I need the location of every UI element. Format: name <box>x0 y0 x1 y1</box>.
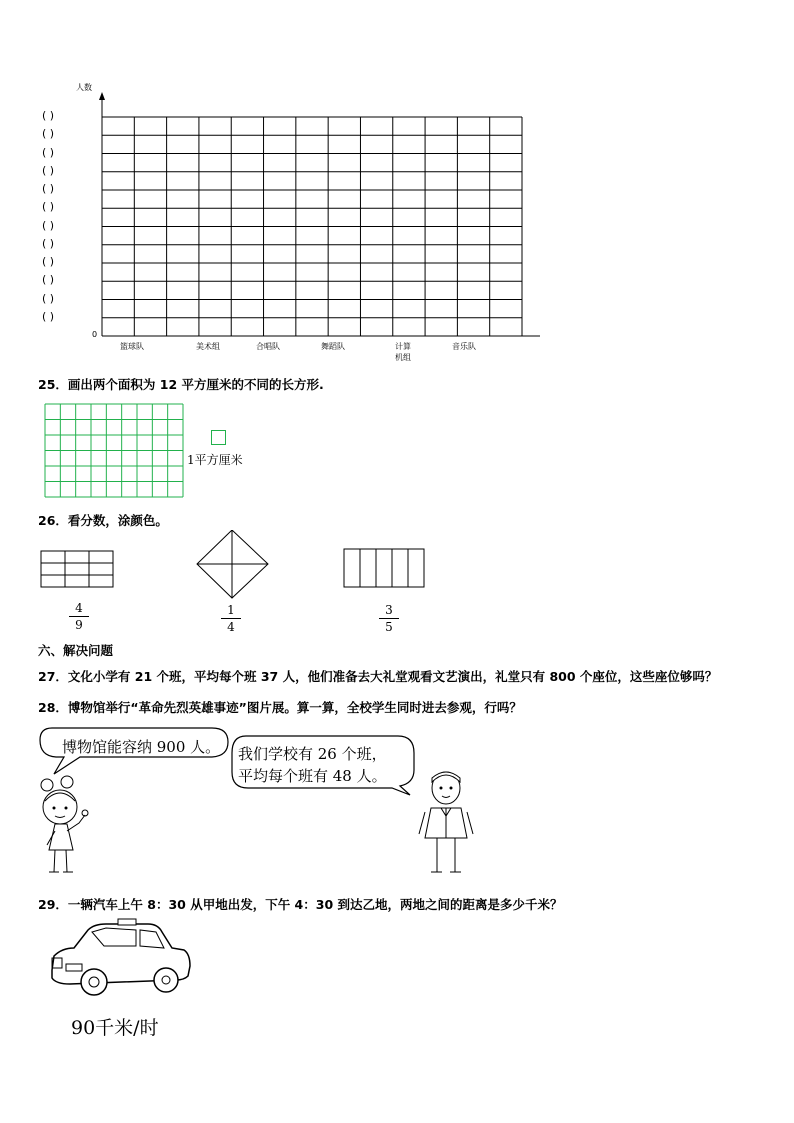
question-25: 25．画出两个面积为 12 平方厘米的不同的长方形. <box>38 377 324 392</box>
y-tick-placeholder: ( ) <box>42 218 55 232</box>
question-29: 29．一辆汽车上午 8：30 从甲地出发，下午 4：30 到达乙地，两地之间的距离是多少千米？ <box>38 897 563 912</box>
bar-chart-grid <box>0 0 794 380</box>
x-category-label: 计算机组 <box>395 342 411 362</box>
y-tick-placeholder: ( ) <box>42 163 55 177</box>
origin-label: 0 <box>92 330 98 339</box>
car-illustration <box>44 918 194 1006</box>
x-category-label: 美术组 <box>196 342 220 351</box>
y-axis-label: 人数 <box>76 83 92 92</box>
section-title: 六、解决问题 <box>38 643 114 658</box>
speed-label: 90千米/时 <box>71 1017 159 1039</box>
diamond-4-parts <box>197 530 268 598</box>
question-26: 26．看分数，涂颜色。 <box>38 513 168 528</box>
girl-illustration <box>35 775 110 880</box>
girl-bubble-text: 博物馆能容纳 900 人。 <box>62 738 221 756</box>
y-tick-placeholder: ( ) <box>42 236 55 250</box>
x-category-label: 音乐队 <box>452 342 476 351</box>
rectangle-5-parts <box>344 549 424 587</box>
fraction-4-9: $\frac{4}{9}$ <box>69 601 89 632</box>
fraction-shapes <box>0 530 500 600</box>
x-category-label: 合唱队 <box>256 342 280 351</box>
boy-bubble-line1: 我们学校有 26 个班， <box>238 745 387 763</box>
y-tick-placeholder: ( ) <box>42 182 55 195</box>
fraction-3-5: $\frac{3}{5}$ <box>379 603 399 634</box>
y-tick-placeholder: ( ) <box>42 145 55 159</box>
y-tick-placeholder: ( ) <box>42 109 55 122</box>
chart-grid-lines <box>102 117 522 336</box>
x-category-label: 舞蹈队 <box>321 342 345 351</box>
question-27: 27．文化小学有 21 个班，平均每个班 37 人，他们准备去大礼堂观看文艺演出，礼堂只有 800 个座位，这些座位够吗？ <box>38 669 718 684</box>
y-tick-placeholder: ( ) <box>42 127 55 141</box>
square-grid-paper <box>44 403 184 498</box>
y-axis-arrow <box>99 92 105 100</box>
unit-square <box>211 430 226 445</box>
y-tick-placeholder: ( ) <box>42 309 55 323</box>
fraction-1-4: $\frac{1}{4}$ <box>221 603 241 634</box>
rectangle-3x3 <box>41 551 113 587</box>
x-category-label: 篮球队 <box>120 342 144 351</box>
boy-bubble-line2: 平均每个班有 48 人。 <box>238 767 387 785</box>
boy-illustration <box>415 768 480 880</box>
y-tick-placeholder: ( ) <box>42 273 55 287</box>
y-tick-placeholder: ( ) <box>42 255 55 268</box>
question-28: 28．博物馆举行“革命先烈英雄事迹”图片展。算一算，全校学生同时进去参观，行吗？ <box>38 700 522 715</box>
y-tick-placeholder: ( ) <box>42 200 55 214</box>
y-tick-placeholder: ( ) <box>42 291 55 305</box>
unit-square-label: 1平方厘米 <box>187 453 243 467</box>
